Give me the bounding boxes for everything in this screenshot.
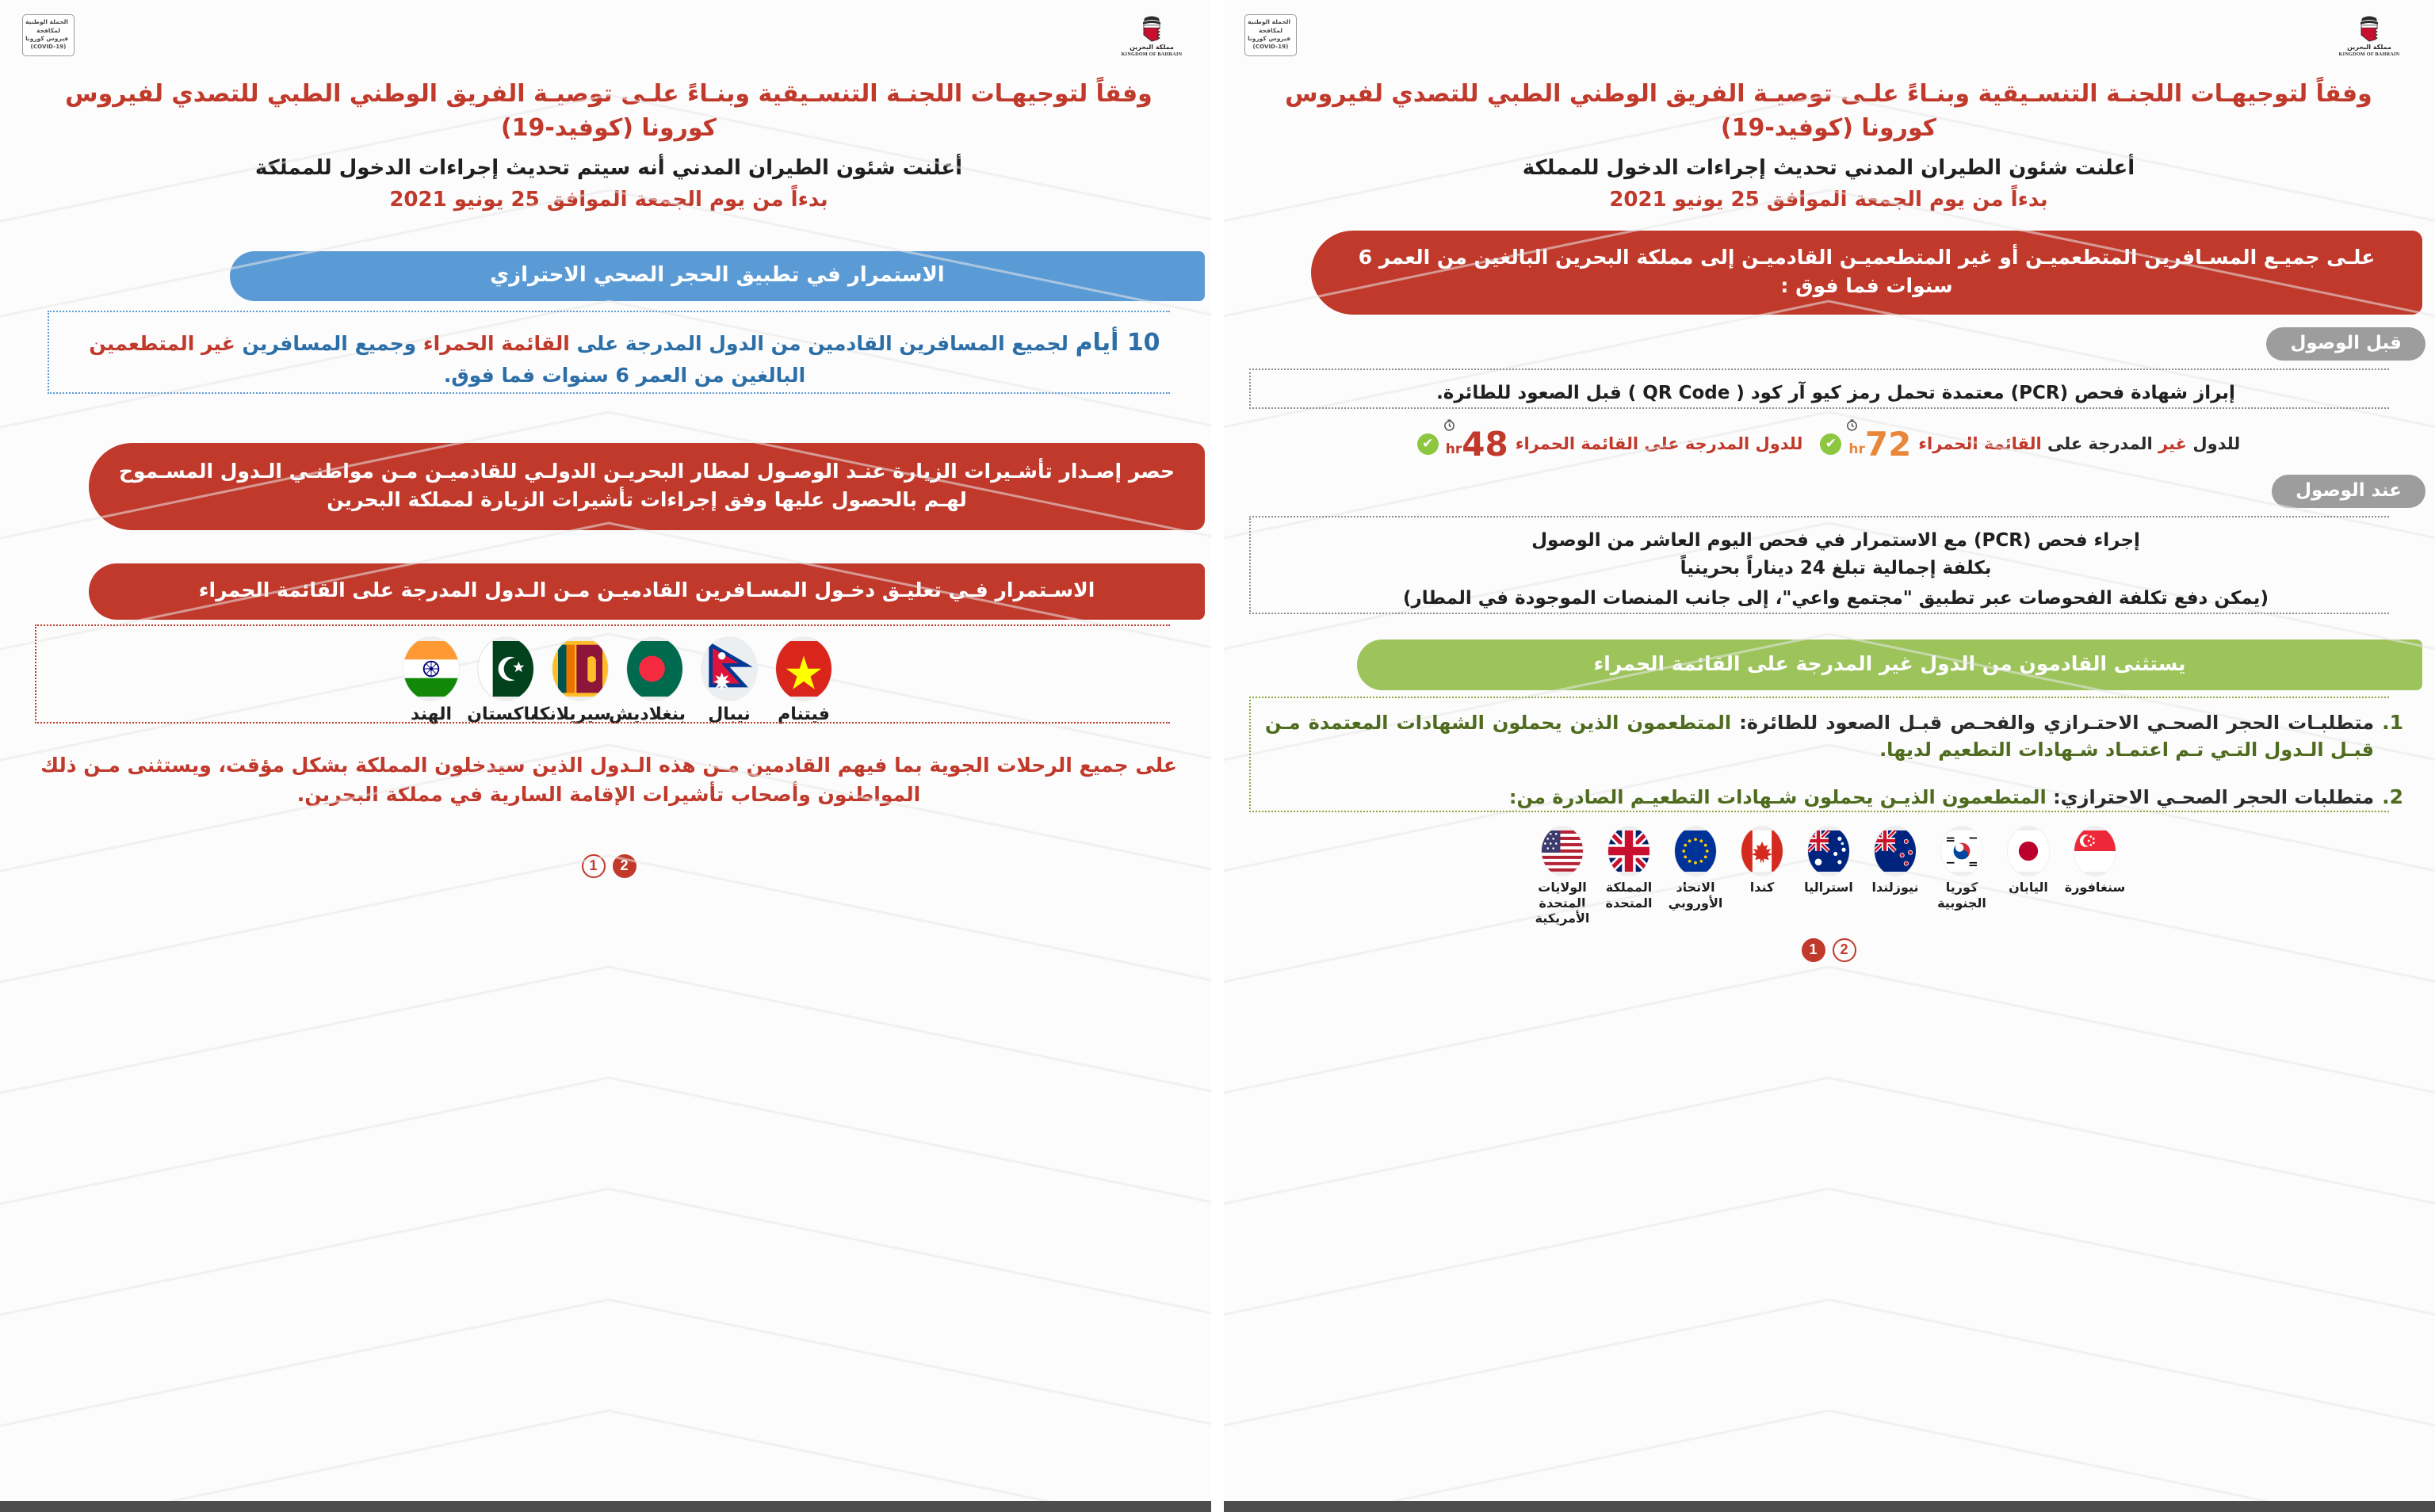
hour-72-label-prefix: للدول [2192, 434, 2241, 454]
exemption-list-block [1249, 697, 2416, 819]
flag-india-icon [403, 637, 459, 701]
flag-south-korea-icon [1941, 827, 1982, 876]
flag-bangladesh-icon [627, 637, 682, 701]
green-banner-exemption: يستثنى القادمون من الدول غير المدرجة على القائمة الحمراء [1357, 640, 2422, 690]
hour-72-unit: hr [1848, 441, 1865, 458]
flag-label: كندا [1749, 880, 1775, 895]
before-arrival-block [1249, 368, 2416, 415]
flag-label: الاتحاد الأوروبي [1668, 880, 1723, 911]
red-banner-all-travellers: علـى جميـع المسـافرين المتطعميـن أو غير المتطعميـن القادميـن إلى مملكة البحرين البالغين من العمر 6 سنوات فما فوق : [1311, 231, 2422, 315]
covid-badge-line-1: الحملة الوطنية [1248, 18, 1290, 25]
list-item-lead: متطلبـات الحجر الصحـي الاحتـرازي والفحـص قبـل الصعود للطائرة: [1739, 712, 2375, 735]
headline-primary: وفقاً لتوجيهـات اللجنـة التنسـيقية وبنـاءً علـى توصيـة الفريق الوطني الطبي للتصدي لفيروس كورونا (كوفيد-19) [1285, 80, 2372, 142]
logo-row-right [0, 0, 1218, 73]
hour-72-label-highlight: غير [2158, 434, 2188, 454]
red-banner-entry-suspension: الاسـتمرار فـي تعليـق دخـول المسـافرين القادميـن مـن الـدول المدرجة على القائمة الحمراء [89, 563, 1205, 619]
red-list-flags [46, 637, 1189, 725]
flag-cell-nepal [698, 637, 760, 725]
flag-cell-sri-lanka [533, 637, 611, 725]
bahrain-logo-english: KINGDOM OF BAHRAIN [1121, 52, 1183, 57]
flag-singapore-icon [2074, 827, 2116, 876]
bahrain-logo-arabic: مملكة البحرين [2347, 44, 2391, 51]
flag-label: المملكة المتحدة [1605, 880, 1653, 911]
bahrain-logo-arabic: مملكة البحرين [1130, 44, 1174, 51]
hour-72-label-suffix: القائمة الحمراء [1918, 434, 2042, 454]
clock-icon [1845, 418, 1859, 435]
hour-48-value: 48 [1462, 424, 1508, 464]
logo-row-left [1222, 0, 2435, 73]
flag-cell-vietnam [773, 637, 835, 725]
bottom-bar [1222, 1501, 2435, 1512]
flag-label: سنغافورة [2064, 880, 2126, 895]
bottom-bar [0, 1501, 1218, 1512]
flag-pakistan-icon [478, 637, 533, 701]
check-circle-icon: ✔ [1820, 433, 1841, 455]
hour-48-unit: hr [1445, 441, 1462, 458]
covid-badge-line-2: لمكافحة [36, 26, 60, 34]
flag-sri-lanka-icon [552, 637, 608, 701]
headline-primary: وفقاً لتوجيهـات اللجنـة التنسـيقية وبنـاءً علـى توصيـة الفريق الوطني الطبي للتصدي لفيروس كورونا (كوفيد-19) [65, 80, 1153, 142]
flag-nepal-icon [701, 637, 757, 701]
flag-label: فيتنام [778, 704, 830, 724]
quarantine-text-2: وجميع المسافرين [235, 332, 423, 356]
list-item-text [1265, 784, 2374, 811]
covid-badge-line-3: فيروس كورونا [25, 35, 68, 43]
bahrain-logo-english: KINGDOM OF BAHRAIN [2338, 52, 2400, 57]
covid-badge-line-4: (COVID-19) [1252, 43, 1289, 50]
headline-secondary: أعلنت شئون الطيران المدني أنه سيتم تحديث إجراءات الدخول للمملكة [254, 156, 963, 181]
flag-label: سيريلانكا [533, 704, 611, 724]
list-item-index: 2. [2382, 785, 2403, 809]
flag-label: بنغلاديش [608, 704, 686, 724]
flag-cell-bangladesh [608, 637, 686, 725]
list-item-index: 1. [2382, 711, 2403, 735]
headline-date: بدءاً من يوم الجمعة الموافق 25 يونيو 2021 [1609, 188, 2048, 212]
flag-australia-icon [1808, 827, 1849, 876]
flag-label: اليابان [2009, 880, 2048, 895]
check-circle-icon: ✔ [1417, 433, 1439, 455]
bahrain-emblem-icon [1138, 14, 1165, 43]
tab-before-arrival: قبل الوصول [2266, 327, 2425, 361]
list-item-text [1265, 709, 2374, 763]
flag-label: الهند [410, 704, 452, 724]
tab-on-arrival: عند الوصول [2272, 475, 2425, 508]
slide-1-panel [1218, 0, 2435, 1512]
panel-divider [1211, 0, 1224, 1512]
flag-cell-india [400, 637, 462, 725]
hour-48-value-group [1445, 424, 1508, 464]
quarantine-text-1: لجميع المسافرين القادمين من الدول المدرجة على [569, 332, 1076, 356]
covid-badge-line-4: (COVID-19) [30, 43, 67, 50]
flag-united-kingdom-icon [1608, 827, 1649, 876]
flag-label: استراليا [1804, 880, 1853, 895]
hour-72-value-group [1848, 424, 1912, 464]
flag-label: باكستان [467, 704, 537, 724]
arrival-line-2: بكلفة إجمالية تبلغ 24 ديناراً بحرينياً [1680, 557, 1992, 578]
quarantine-text-3: البالغين من العمر 6 سنوات فما فوق. [443, 364, 806, 388]
hour-48-label-suffix: القائمة الحمراء [1515, 434, 1639, 454]
flag-new-zealand-icon [1875, 827, 1916, 876]
bahrain-emblem-icon [2356, 14, 2383, 43]
list-item-rest: المتطعمون الذين يحملون الشهادات المعتمدة مـن قبـل الـدول التـي تـم اعتمـاد شـهادات التطعيم لديها. [1265, 712, 2375, 762]
covid-campaign-badge [1244, 14, 1297, 56]
flag-label: كوريا الجنوبية [1937, 880, 1986, 911]
pager-dot-2[interactable]: 2 [1833, 938, 1856, 962]
exemption-list [1265, 709, 2403, 811]
on-arrival-block [1249, 516, 2416, 620]
bottom-red-note: على جميع الرحلات الجوية بما فيهم القادمين مـن هذه الـدول الذين سيدخلون المملكة بشكل مؤقت، ويستثنى مـن ذلك المواطنون وأصحاب تأشيرات الإقامة السارية في مملكة البحرين. [40, 753, 1177, 807]
flag-cell-pakistan [467, 637, 537, 725]
quarantine-unvaccinated: غير المتطعمين [89, 332, 235, 356]
red-list-flags-block [35, 624, 1197, 730]
list-item-rest: المتطعمون الذيـن يحملون شـهادات التطعيـم الصادرة من: [1508, 786, 2047, 809]
red-banner-visa-on-arrival: حصر إصـدار تأشـيرات الزيارة عنـد الوصـول لمطار البحريـن الدولـي للقادميـن مـن مواطنـي الـدول المسـموح لهـم بالحصول عليها وفق إجراءات تأشيرات الزيارة لمملكة البحرين [89, 443, 1205, 531]
quarantine-red-list-1: القائمة الحمراء [422, 332, 570, 356]
pager-dot-1[interactable]: 1 [1802, 938, 1825, 962]
hour-48-label-prefix: للدول المدرجة على [1644, 434, 1803, 454]
headline-secondary: أعلنت شئون الطيران المدني تحديث إجراءات الدخول للمملكة [1522, 156, 2135, 181]
hour-72-label-suffix-dark: المدرجة على [2047, 434, 2153, 454]
flag-label: الولايات المتحدة الأمريكية [1535, 880, 1590, 926]
covid-badge-line-3: فيروس كورونا [1248, 35, 1290, 43]
headline-date: بدءاً من يوم الجمعة الموافق 25 يونيو 2021 [389, 188, 828, 212]
flag-japan-icon [2008, 827, 2049, 876]
flag-european-union-icon [1675, 827, 1716, 876]
list-item [1265, 709, 2403, 763]
quarantine-detail-block [48, 311, 1197, 400]
clock-icon [1443, 418, 1456, 435]
kingdom-of-bahrain-logo [1116, 14, 1187, 57]
flag-united-states-icon [1542, 827, 1583, 876]
list-item-lead: متطلبات الحجر الصحـي الاحترازي: [2053, 786, 2375, 809]
kingdom-of-bahrain-logo [2334, 14, 2405, 57]
flag-canada-icon [1741, 827, 1783, 876]
flag-label: نيوزلندا [1871, 880, 1919, 895]
hour-72-value: 72 [1864, 424, 1912, 464]
pager-dot-2[interactable]: 2 [613, 854, 636, 878]
quarantine-detail-text [65, 325, 1184, 391]
blue-banner-quarantine: الاستمرار في تطبيق الحجر الصحي الاحترازي [230, 251, 1205, 302]
flag-vietnam-icon [776, 637, 831, 701]
arrival-line-1: إجراء فحص (PCR) مع الاستمرار في فحص اليوم العاشر من الوصول [1531, 530, 2140, 552]
arrival-note: (يمكن دفع تكلفة الفحوصات عبر تطبيق "مجتمع واعي"، إلى جانب المنصات الموجودة في المطار) [1403, 588, 2269, 609]
list-item [1265, 784, 2403, 811]
quarantine-days: 10 أيام [1075, 329, 1160, 357]
before-arrival-text: إبراز شهادة فحص (PCR) معتمدة تحمل رمز كيو آر كود ( QR Code ) قبل الصعود للطائرة. [1436, 383, 2235, 404]
covid-campaign-badge [22, 14, 75, 56]
covid-badge-line-1: الحملة الوطنية [25, 18, 68, 25]
flag-label: نيبال [708, 704, 751, 724]
pager-dot-1[interactable]: 1 [582, 854, 606, 878]
covid-badge-line-2: لمكافحة [1259, 26, 1282, 34]
